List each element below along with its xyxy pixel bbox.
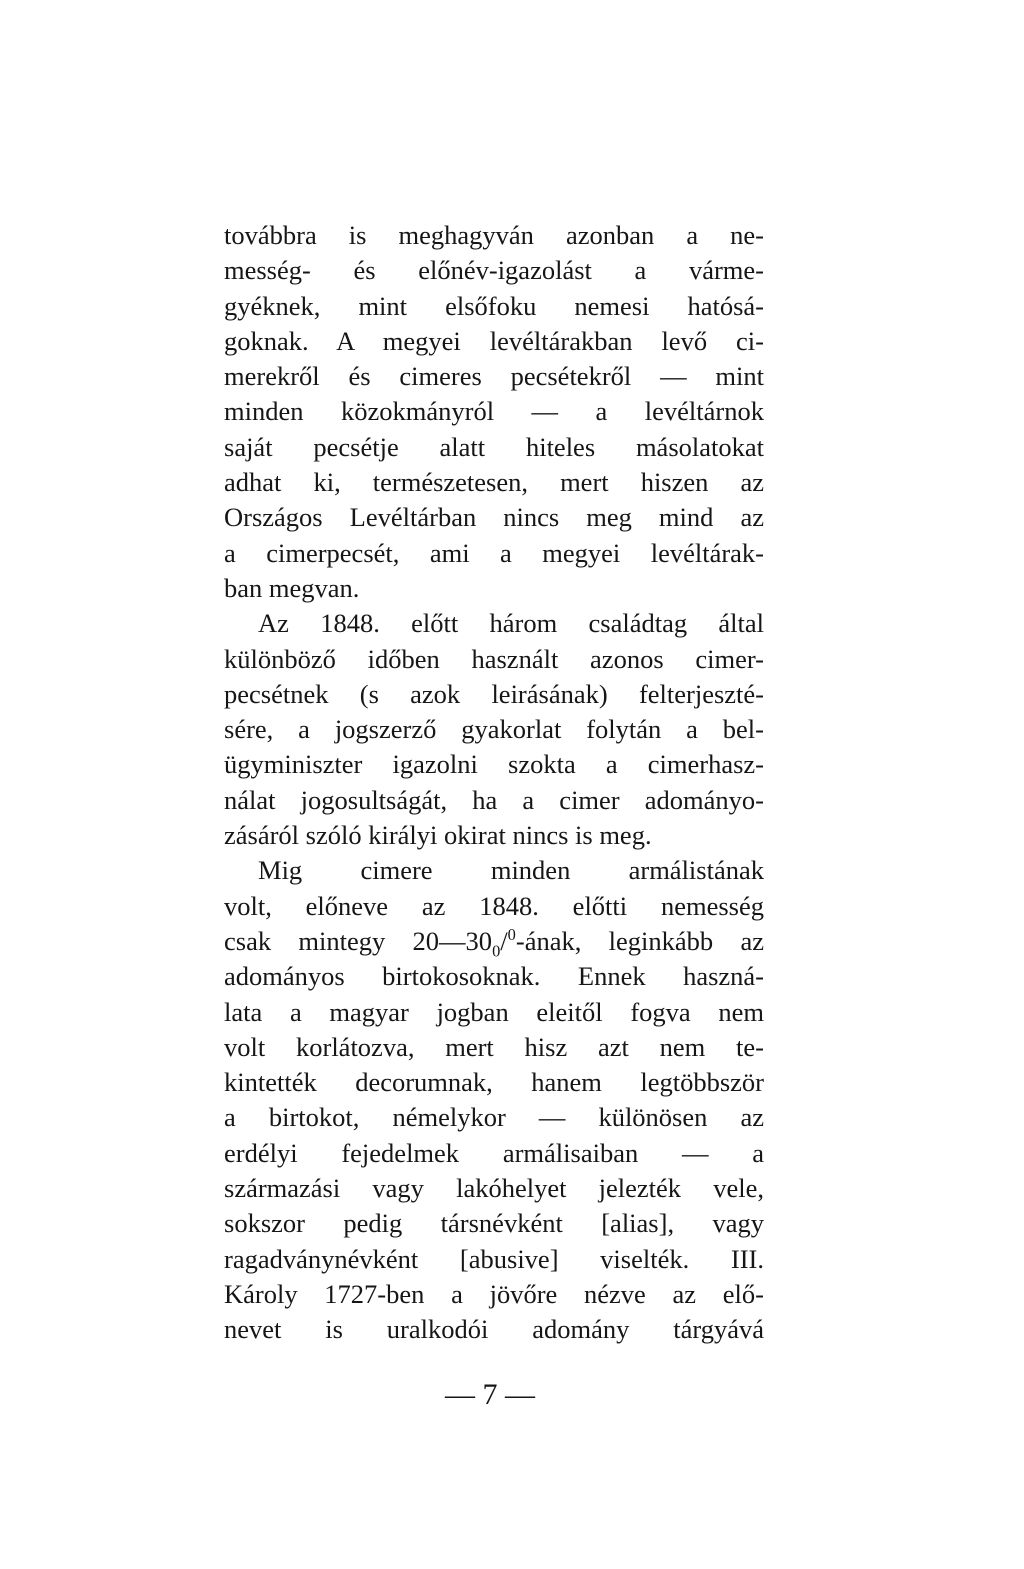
text-line: a birtokot, némelykor — különösen az: [224, 1102, 764, 1133]
text-line: sokszor pedig társnévként [alias], vagy: [224, 1208, 764, 1239]
text-line: továbbra is meghagyván azonban a ne-: [224, 220, 764, 250]
text-line: Károly 1727-ben a jövőre nézve az elő-: [224, 1278, 764, 1309]
text-line: volt korlátozva, mert hisz azt nem te-: [224, 1031, 764, 1062]
percent-subscript: 0: [492, 941, 501, 961]
text-line: goknak. A megyei levéltárakban levő ci-: [224, 325, 764, 356]
text-line: zásáról szóló királyi okirat nincs is meg.: [224, 820, 652, 851]
text-line: Országos Levéltárban nincs meg mind az: [224, 502, 764, 533]
page-number: — 7 —: [445, 1378, 535, 1411]
text-segment: csak mintegy 20—30: [224, 925, 493, 956]
text-segment: -ának, leginkább az: [515, 925, 764, 956]
text-line: ügyminiszter igazolni szokta a cimerhasz-: [224, 749, 764, 780]
paragraph-start-line: Az 1848. előtt három családtag által: [258, 608, 764, 639]
text-line: volt, előneve az 1848. előtti nemesség: [224, 890, 764, 921]
percent-superscript: 0: [507, 925, 516, 945]
text-line: különböző időben használt azonos cimer-: [224, 643, 764, 674]
text-line: nálat jogosultságát, ha a cimer adományo-: [224, 784, 764, 815]
text-line: származási vagy lakóhelyet jelezték vele,: [224, 1173, 764, 1204]
text-line: sére, a jogszerző gyakorlat folytán a bel-: [224, 714, 764, 745]
text-line: gyéknek, mint elsőfoku nemesi hatósá-: [224, 290, 764, 321]
text-line: ban megvan.: [224, 572, 360, 603]
text-line: minden közokmányról — a levéltárnok: [224, 396, 764, 427]
text-line: ragadványnévként [abusive] viselték. III.: [224, 1243, 764, 1274]
text-line: adományos birtokosoknak. Ennek haszná-: [224, 961, 764, 992]
text-line: pecsétnek (s azok leirásának) felterjeszté-: [224, 678, 764, 709]
body-text: [224, 218, 764, 1348]
text-line: lata a magyar jogban eleitől fogva nem: [224, 996, 764, 1027]
text-line: adhat ki, természetesen, mert hiszen az: [224, 467, 764, 498]
text-line: merekről és cimeres pecsétekről — mint: [224, 361, 764, 392]
text-line: erdélyi fejedelmek armálisaiban — a: [224, 1137, 764, 1168]
text-line: kintették decorumnak, hanem legtöbbször: [224, 1067, 764, 1098]
text-line: a cimerpecsét, ami a megyei levéltárak-: [224, 537, 764, 568]
text-line: saját pecsétje alatt hiteles másolatokat: [224, 431, 764, 462]
text-line: nevet is uralkodói adomány tárgyává: [224, 1314, 764, 1345]
paragraph-start-line: Mig cimere minden armálistának: [258, 855, 764, 886]
text-line: messég- és előnév-igazolást a várme-: [224, 255, 764, 286]
text-line-with-percent: csak mintegy $20—30_0/^0$-ának, leginkább az: [224, 925, 764, 961]
